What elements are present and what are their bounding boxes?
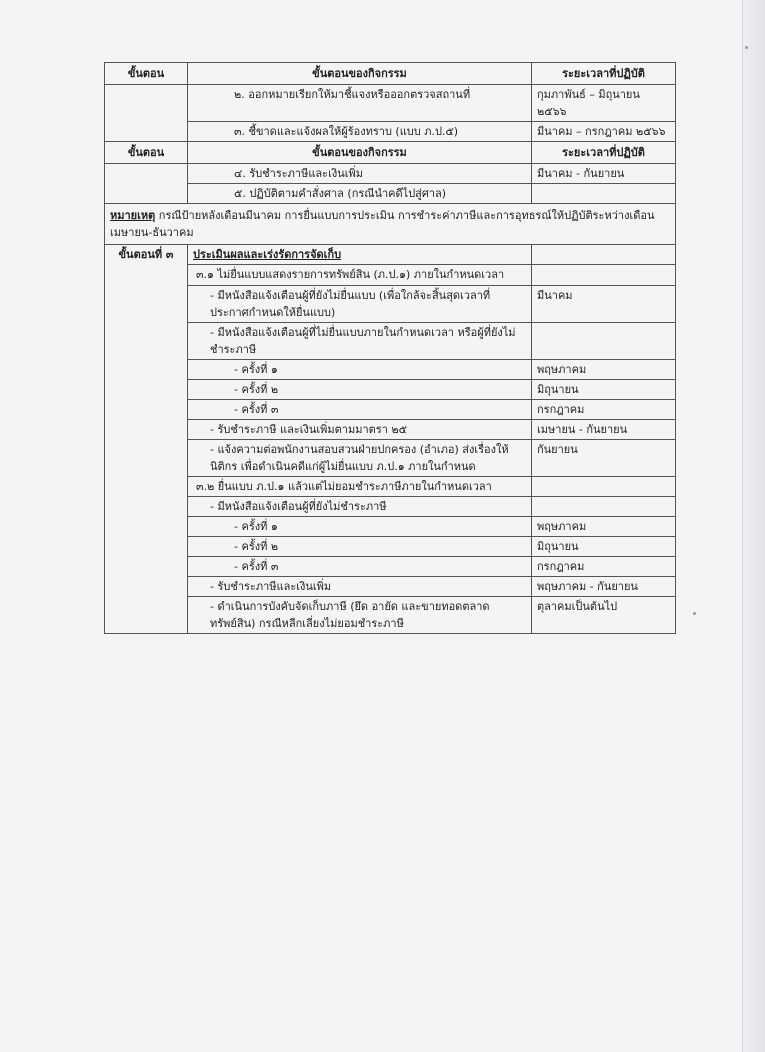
activity-cell: - ครั้งที่ ๓ — [188, 557, 532, 577]
period-cell: พฤษภาคม — [532, 517, 676, 537]
note-text: กรณีป้ายหลังเดือนมีนาคม การยื่นแบบการประเมิน การชำระค่าภาษีและการอุทธรณ์ให้ปฏิบัติระหว่างเดือนเมษายน-ธันวาคม — [110, 209, 655, 240]
table-row — [105, 537, 676, 557]
scanned-page-edge — [742, 0, 765, 1052]
period-cell — [532, 184, 676, 204]
period-cell: กรกฎาคม — [532, 557, 676, 577]
period-cell — [532, 265, 676, 285]
period-cell: มิถุนายน — [532, 379, 676, 399]
table-row — [105, 476, 676, 496]
activity-cell: - รับชำระภาษีและเงินเพิ่ม — [188, 577, 532, 597]
period-cell — [532, 245, 676, 265]
table-row — [105, 322, 676, 359]
header-step: ขั้นตอน — [105, 63, 188, 85]
period-cell: ตุลาคมเป็นต้นไป — [532, 597, 676, 634]
period-cell — [532, 322, 676, 359]
step3-title: ประเมินผลและเร่งรัดการจัดเก็บ — [188, 245, 532, 265]
period-cell: มีนาคม – กรกฎาคม ๒๕๖๖ — [532, 122, 676, 142]
table-header-row — [105, 63, 676, 85]
step-cell-empty — [105, 85, 188, 142]
period-cell: กันยายน — [532, 439, 676, 476]
period-cell: กรกฎาคม — [532, 399, 676, 419]
note-label: หมายเหตุ — [110, 209, 156, 223]
table-row — [105, 497, 676, 517]
activity-cell: ๓.๑ ไม่ยื่นแบบแสดงรายการทรัพย์สิน (ภ.ป.๑) ภายในกำหนดเวลา — [188, 265, 532, 285]
header-activity: ขั้นตอนของกิจกรรม — [188, 142, 532, 164]
header-step: ขั้นตอน — [105, 142, 188, 164]
period-cell: มีนาคม — [532, 285, 676, 322]
activity-cell: - รับชำระภาษี และเงินเพิ่มตามมาตรา ๒๕ — [188, 419, 532, 439]
period-cell: พฤษภาคม - กันยายน — [532, 577, 676, 597]
period-cell — [532, 497, 676, 517]
period-cell: มีนาคม - กันยายน — [532, 164, 676, 184]
period-cell: มิถุนายน — [532, 537, 676, 557]
activity-cell: - ครั้งที่ ๓ — [188, 399, 532, 419]
activity-cell: ๓.๒ ยื่นแบบ ภ.ป.๑ แล้วแต่ไม่ยอมชำระภาษีภายในกำหนดเวลา — [188, 476, 532, 496]
activity-cell: ๓. ชี้ขาดและแจ้งผลให้ผู้ร้องทราบ (แบบ ภ.ป.๕) — [188, 122, 532, 142]
activity-cell: ๔. รับชำระภาษีและเงินเพิ่ม — [188, 164, 532, 184]
table-row — [105, 359, 676, 379]
activity-cell: - มีหนังสือแจ้งเตือนผู้ที่ไม่ยื่นแบบภายในกำหนดเวลา หรือผู้ที่ยังไม่ชำระภาษี — [188, 322, 532, 359]
period-cell: เมษายน - กันยายน — [532, 419, 676, 439]
table-row — [105, 164, 676, 184]
table-row — [105, 122, 676, 142]
period-cell: กุมภาพันธ์ – มิถุนายน ๒๕๖๖ — [532, 85, 676, 122]
scan-speck — [745, 46, 748, 49]
table-row — [105, 577, 676, 597]
activity-cell: - แจ้งความต่อพนักงานสอบสวนฝ่ายปกครอง (อำเภอ) ส่งเรื่องให้นิติกร เพื่อดำเนินคดีแก่ผู้ไม่ยื่นแบบ ภ.ป.๑ ภายในกำหนด — [188, 439, 532, 476]
table-row — [105, 439, 676, 476]
scan-speck — [693, 612, 696, 615]
table-row — [105, 379, 676, 399]
table-row — [105, 399, 676, 419]
activity-cell: ๕. ปฏิบัติตามคำสั่งศาล (กรณีนำคดีไปสู่ศาล) — [188, 184, 532, 204]
table-row — [105, 85, 676, 122]
table-row — [105, 285, 676, 322]
table-row — [105, 265, 676, 285]
table-row — [105, 245, 676, 265]
note-row — [105, 204, 676, 245]
header-activity: ขั้นตอนของกิจกรรม — [188, 63, 532, 85]
activity-cell: - ครั้งที่ ๑ — [188, 517, 532, 537]
activity-cell: - มีหนังสือแจ้งเตือนผู้ที่ยังไม่ยื่นแบบ (เพื่อใกล้จะสิ้นสุดเวลาที่ประกาศกำหนดให้ยื่นแบบ) — [188, 285, 532, 322]
period-cell — [532, 476, 676, 496]
activity-cell: - ครั้งที่ ๒ — [188, 379, 532, 399]
activity-cell: ๒. ออกหมายเรียกให้มาชี้แจงหรือออกตรวจสถานที่ — [188, 85, 532, 122]
table-row — [105, 557, 676, 577]
schedule-table — [104, 62, 676, 634]
table-row — [105, 419, 676, 439]
activity-cell: - ครั้งที่ ๑ — [188, 359, 532, 379]
activity-cell: - ดำเนินการบังคับจัดเก็บภาษี (ยึด อายัด และขายทอดตลาดทรัพย์สิน) กรณีหลีกเลี่ยงไม่ยอมชำระภาษี — [188, 597, 532, 634]
header-period: ระยะเวลาที่ปฏิบัติ — [532, 142, 676, 164]
table-row — [105, 597, 676, 634]
step-cell-empty — [105, 164, 188, 204]
table-row — [105, 184, 676, 204]
table-header-row — [105, 142, 676, 164]
header-period: ระยะเวลาที่ปฏิบัติ — [532, 63, 676, 85]
activity-cell: - ครั้งที่ ๒ — [188, 537, 532, 557]
table-row — [105, 517, 676, 537]
step3-label: ขั้นตอนที่ ๓ — [105, 245, 188, 634]
activity-cell: - มีหนังสือแจ้งเตือนผู้ที่ยังไม่ชำระภาษี — [188, 497, 532, 517]
period-cell: พฤษภาคม — [532, 359, 676, 379]
